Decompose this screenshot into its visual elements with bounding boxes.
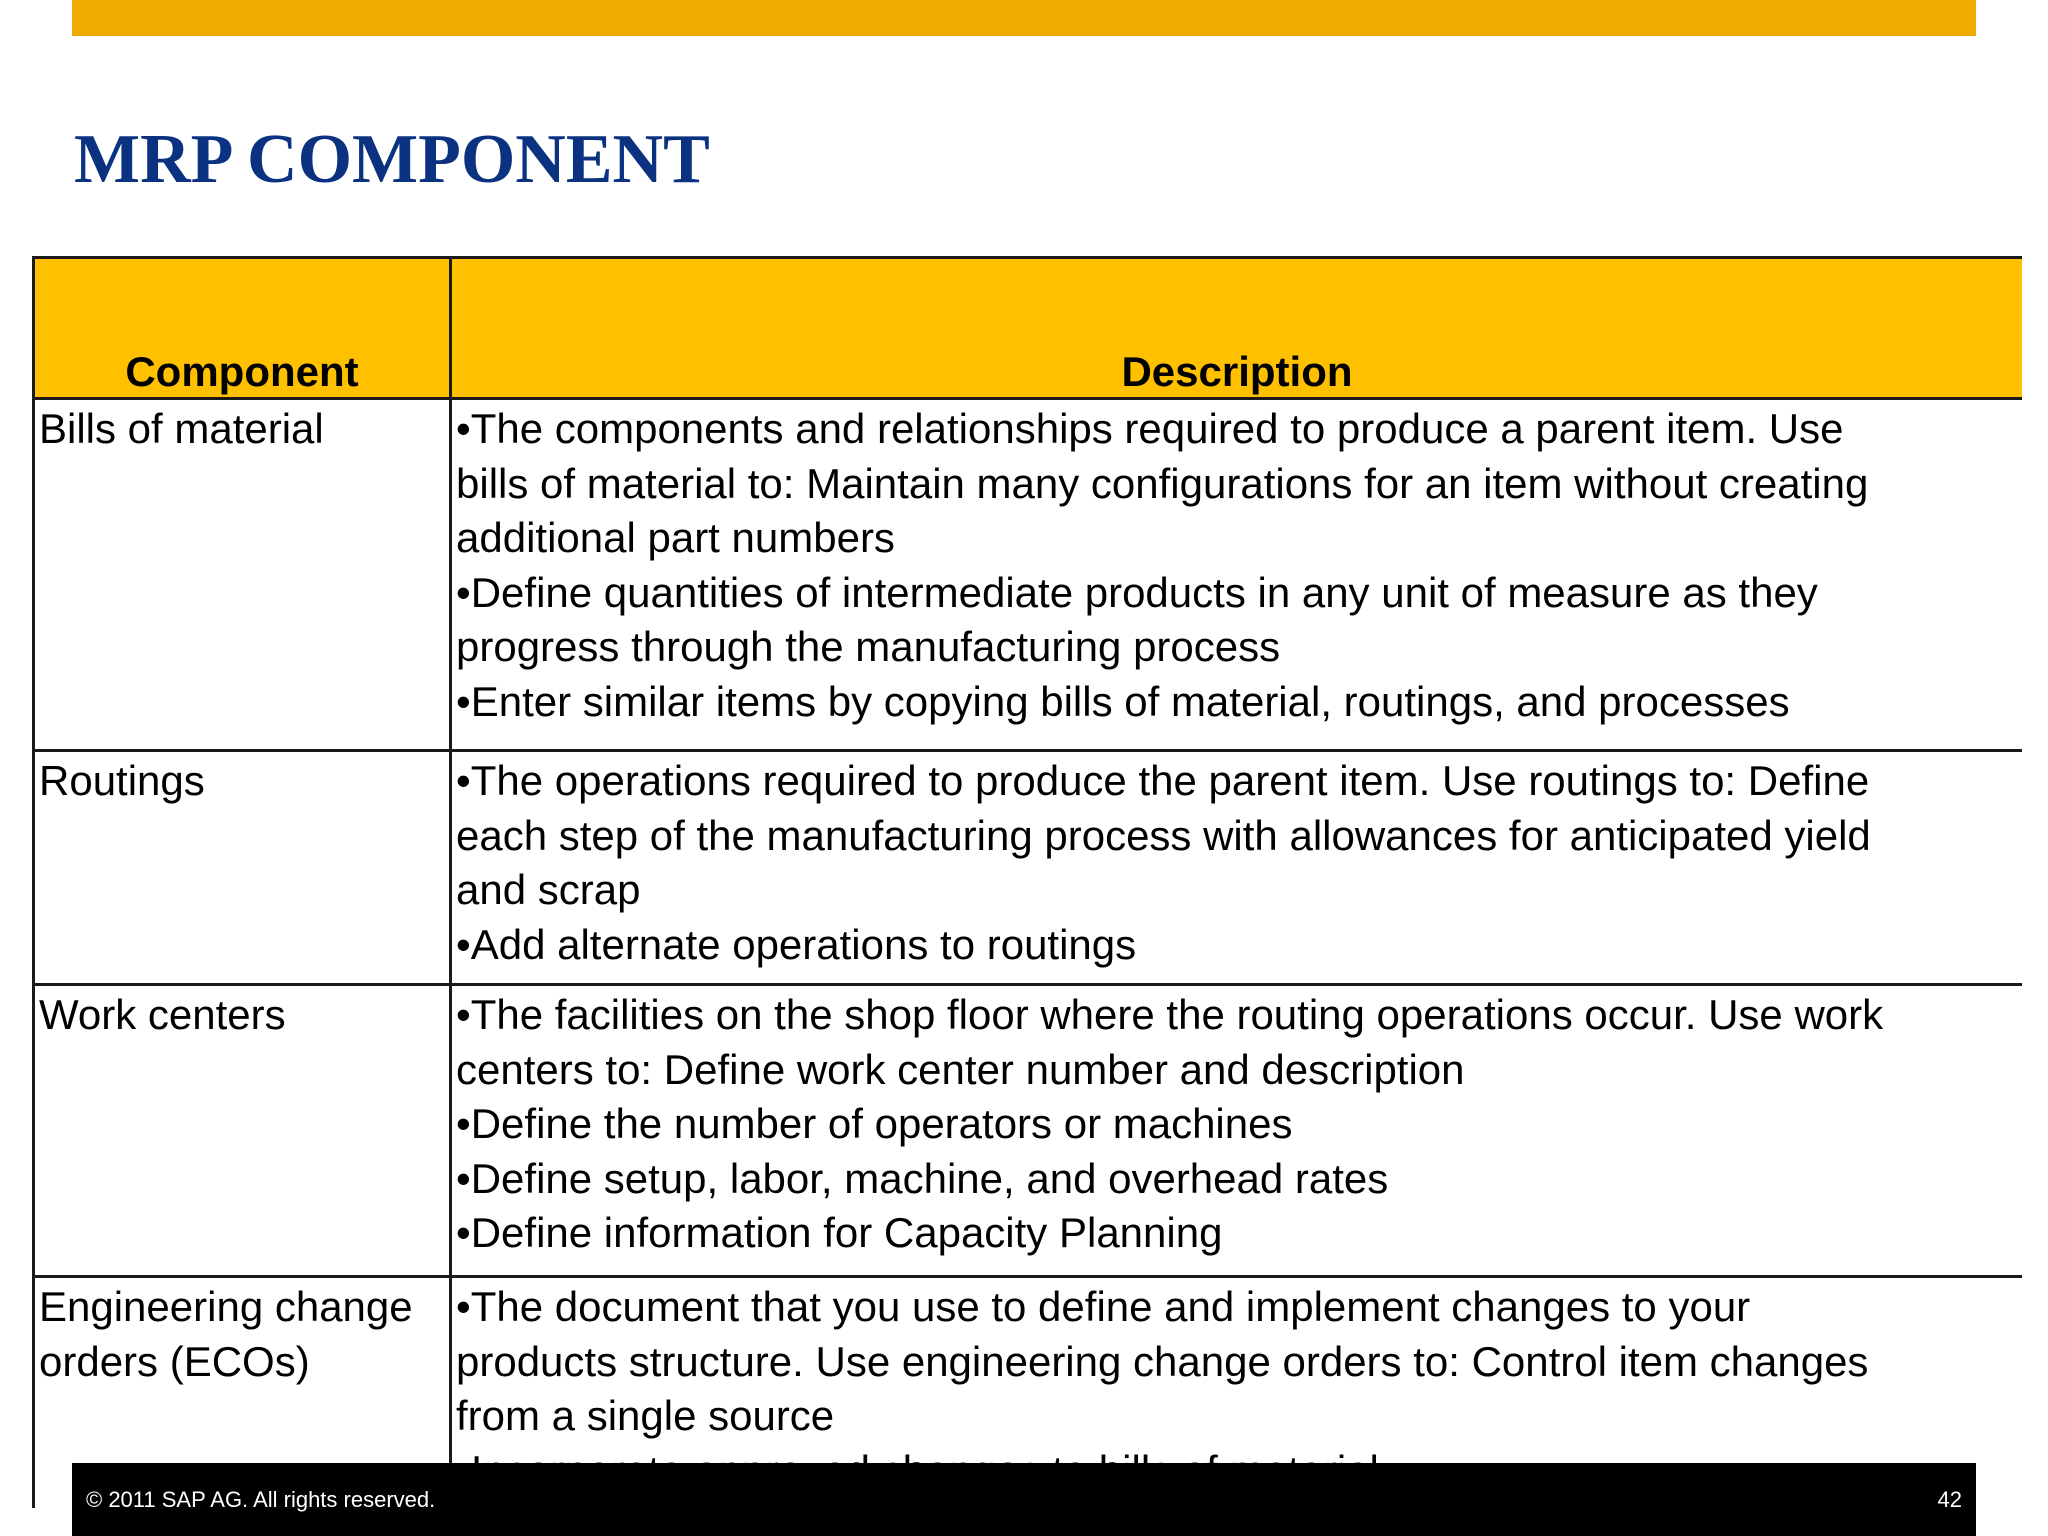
copyright-text: © 2011 SAP AG. All rights reserved. bbox=[86, 1487, 436, 1512]
description-line: •Add alternate operations to routings bbox=[456, 920, 1137, 968]
description-cell bbox=[451, 751, 2023, 985]
component-cell bbox=[34, 751, 451, 985]
column-header-description: Description bbox=[451, 258, 2023, 399]
description-line: •Enter similar items by copying bills of material, routings, and processes bbox=[456, 677, 1790, 725]
description-line: bills of material to: Maintain many configurations for an item without creating bbox=[456, 459, 1869, 507]
table-row bbox=[34, 751, 2023, 985]
description-line: each step of the manufacturing process with allowances for anticipated yield bbox=[456, 811, 1871, 859]
description-line: •Define quantities of intermediate products in any unit of measure as they bbox=[456, 568, 1818, 616]
description-line: •Define information for Capacity Planning bbox=[456, 1209, 1223, 1256]
slide-footer bbox=[72, 1463, 1976, 1536]
description-line: products structure. Use engineering change orders to: Control item changes bbox=[456, 1337, 1869, 1385]
description-line: •The operations required to produce the parent item. Use routings to: Define bbox=[456, 757, 1870, 804]
top-accent-bar bbox=[72, 0, 1976, 36]
description-line: •Define setup, labor, machine, and overhead rates bbox=[456, 1154, 1389, 1202]
table-row bbox=[34, 399, 2023, 751]
component-name: Routings bbox=[39, 757, 205, 804]
description-line: •Define the number of operators or machines bbox=[456, 1100, 1293, 1147]
component-cell bbox=[34, 399, 451, 751]
component-name: Work centers bbox=[39, 991, 286, 1038]
description-line: additional part numbers bbox=[456, 514, 895, 561]
component-name: Engineering change orders (ECOs) bbox=[39, 1283, 413, 1385]
description-line: •The document that you use to define and implement changes to your bbox=[456, 1283, 1751, 1330]
description-line: •The facilities on the shop floor where the routing operations occur. Use work bbox=[456, 991, 1884, 1038]
description-line: •The components and relationships required to produce a parent item. Use bbox=[456, 405, 1844, 452]
description-line: and scrap bbox=[456, 866, 641, 913]
mrp-component-table bbox=[32, 256, 2022, 1508]
column-header-component: Component bbox=[34, 258, 451, 399]
table-container bbox=[32, 256, 2022, 1508]
description-line: progress through the manufacturing process bbox=[456, 623, 1281, 670]
description-cell bbox=[451, 399, 2023, 751]
description-line: centers to: Define work center number and description bbox=[456, 1045, 1465, 1093]
slide-title: MRP COMPONENT bbox=[74, 121, 710, 198]
description-cell bbox=[451, 985, 2023, 1277]
description-line: from a single source bbox=[456, 1392, 835, 1439]
component-name: Bills of material bbox=[39, 405, 324, 452]
component-cell bbox=[34, 985, 451, 1277]
table-row bbox=[34, 985, 2023, 1277]
page-number: 42 bbox=[1937, 1487, 1962, 1512]
table-header-row bbox=[34, 258, 2023, 399]
